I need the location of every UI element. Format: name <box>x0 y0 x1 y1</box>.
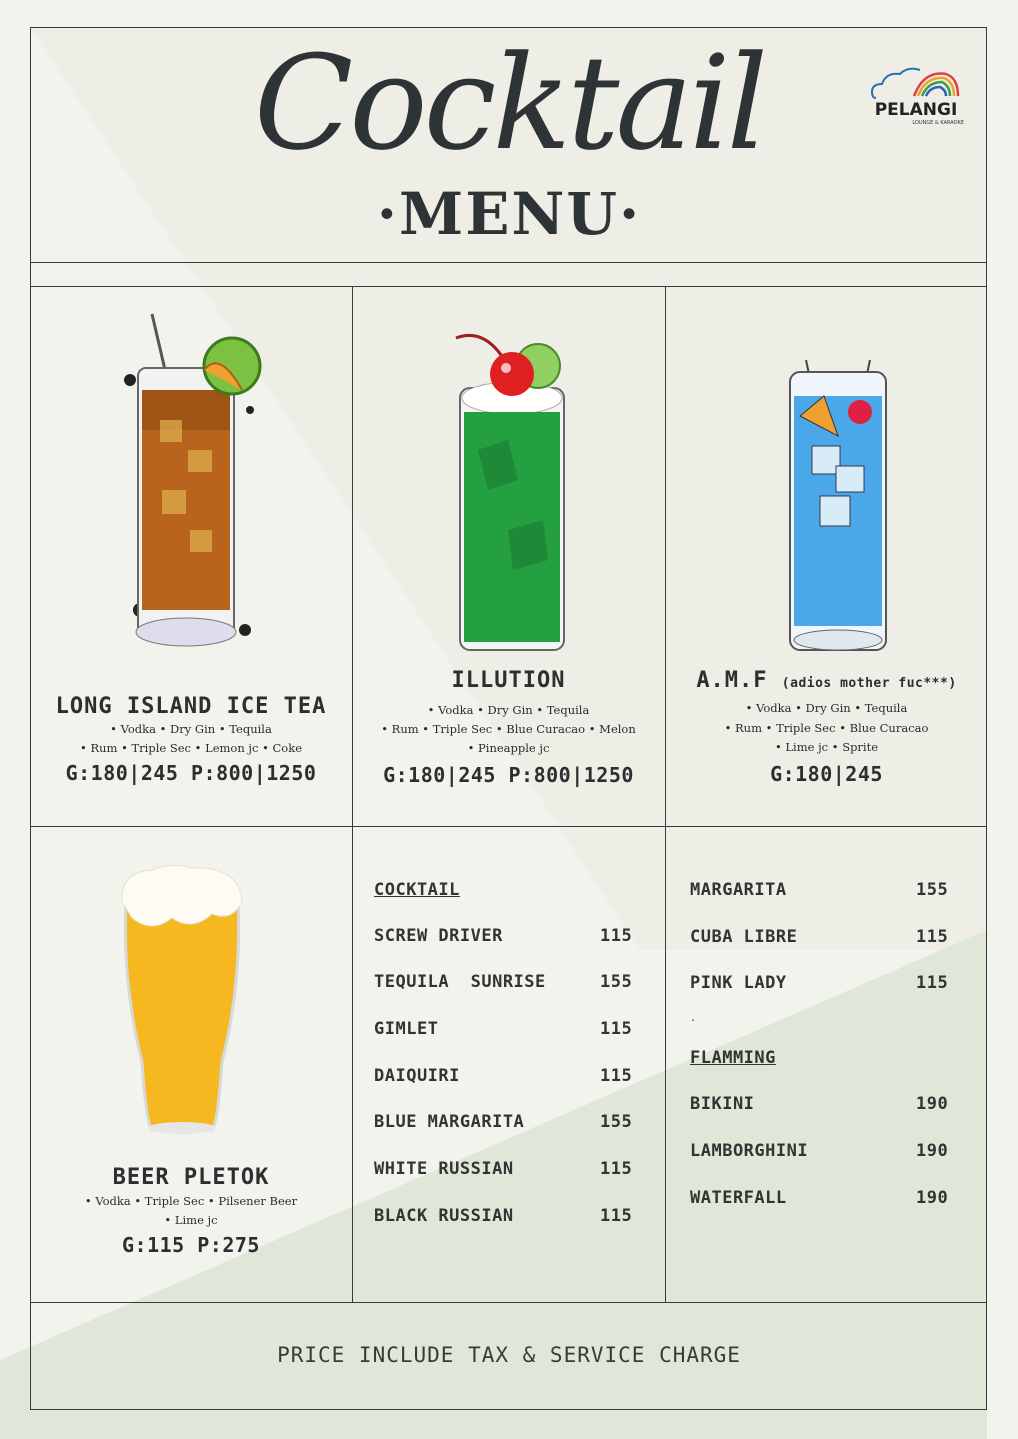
menu-item-name: WATERFALL <box>690 1188 787 1208</box>
drink-name: LONG ISLAND ICE TEA <box>55 694 327 719</box>
drink-ingredients: • Vodka • Triple Sec • Pilsener Beer <box>84 1194 298 1208</box>
logo-subtitle: LOUNGE & KARAOKE <box>912 120 964 126</box>
menu-item-price: 155 <box>916 880 949 900</box>
drink-name: ILLUTION <box>451 668 566 693</box>
separator-dot: . <box>690 1013 697 1024</box>
menu-item-name: CUBA LIBRE <box>690 927 798 947</box>
flamming-heading: FLAMMING <box>690 1048 776 1068</box>
menu-item-price: 115 <box>600 1019 633 1039</box>
drink-name: BEER PLETOK <box>112 1165 270 1190</box>
divider <box>30 262 987 263</box>
drink-ingredients: • Rum • Triple Sec • Blue Curacao <box>724 721 929 735</box>
drink-ingredients: • Vodka • Dry Gin • Tequila <box>745 701 908 715</box>
menu-item-price: 115 <box>600 926 633 946</box>
menu-item-price: 155 <box>600 1112 633 1132</box>
cocktail-heading: COCKTAIL <box>374 880 460 900</box>
drink-price: G:180|245 P:800|1250 <box>383 763 634 787</box>
divider <box>352 286 353 1302</box>
drink-name <box>666 668 987 693</box>
menu-item-price: 115 <box>916 973 949 993</box>
menu-item-name: GIMLET <box>374 1019 439 1039</box>
menu-item-price: 115 <box>600 1066 633 1086</box>
menu-item-price: 190 <box>916 1141 949 1161</box>
menu-item-price: 115 <box>916 927 949 947</box>
drink-ingredients: • Rum • Triple Sec • Lemon jc • Coke <box>80 741 302 755</box>
title-cocktail: Cocktail <box>253 27 765 179</box>
menu-item-name: BLUE MARGARITA <box>374 1112 525 1132</box>
drink-price: G:115 P:275 <box>122 1233 260 1257</box>
menu-item-name: MARGARITA <box>690 880 787 900</box>
drink-ingredients: • Lime jc <box>164 1213 218 1227</box>
drink-ingredients: • Vodka • Dry Gin • Tequila <box>427 703 590 717</box>
menu-item-name: BLACK RUSSIAN <box>374 1206 514 1226</box>
divider <box>30 1302 987 1303</box>
menu-item-name: WHITE RUSSIAN <box>374 1159 514 1179</box>
logo-name: PELANGI <box>874 100 958 120</box>
drink-ingredients: • Lime jc • Sprite <box>774 740 879 754</box>
drink-price: G:180|245 <box>770 762 883 786</box>
pelangi-logo <box>868 62 964 128</box>
menu-item-name: SCREW DRIVER <box>374 926 503 946</box>
drink-ingredients: • Vodka • Dry Gin • Tequila <box>110 722 272 736</box>
long-island-glass-icon <box>100 310 280 670</box>
menu-item-name: LAMBORGHINI <box>690 1141 809 1161</box>
beer-glass-icon <box>112 862 252 1142</box>
footer-note: PRICE INCLUDE TAX & SERVICE CHARGE <box>277 1343 741 1367</box>
title-menu: ·MENU· <box>376 180 642 248</box>
drink-ingredients: • Pineapple jc <box>467 741 550 755</box>
drink-ingredients: • Rum • Triple Sec • Blue Curacao • Melon <box>381 722 636 736</box>
drink-name-note: (adios mother fuc***) <box>781 676 957 691</box>
menu-item-name: TEQUILA SUNRISE <box>374 972 546 992</box>
drink-name-text: A.M.F <box>696 668 768 693</box>
blue-cocktail-glass-icon <box>784 356 890 656</box>
rainbow-cloud-icon <box>868 62 964 102</box>
menu-item-price: 190 <box>916 1188 949 1208</box>
drink-price: G:180|245 P:800|1250 <box>65 761 317 785</box>
divider <box>30 826 987 827</box>
menu-item-price: 115 <box>600 1159 633 1179</box>
menu-item-price: 190 <box>916 1094 949 1114</box>
divider <box>30 286 987 287</box>
menu-item-name: PINK LADY <box>690 973 787 993</box>
menu-item-price: 115 <box>600 1206 633 1226</box>
divider <box>665 286 666 1302</box>
menu-item-name: BIKINI <box>690 1094 755 1114</box>
green-cocktail-glass-icon <box>448 330 572 660</box>
menu-item-name: DAIQUIRI <box>374 1066 460 1086</box>
menu-item-price: 155 <box>600 972 633 992</box>
